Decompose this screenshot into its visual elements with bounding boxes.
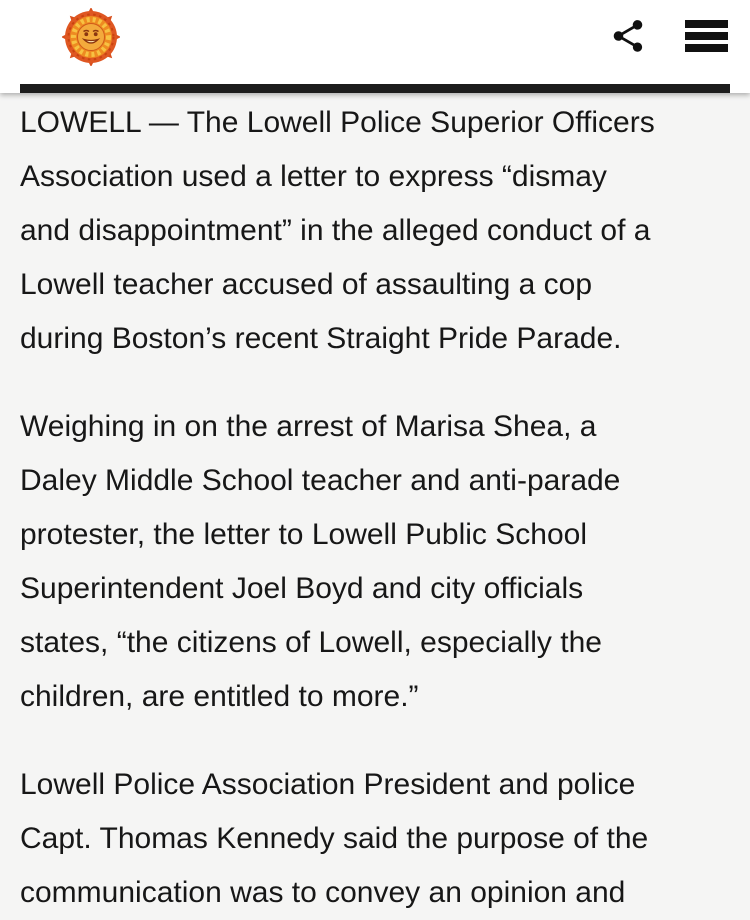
text-line: during Boston’s recent Straight Pride Parade. <box>20 322 622 355</box>
reading-progress-bar <box>20 84 730 93</box>
text-line: and disappointment” in the alleged conduct of a <box>20 214 651 247</box>
share-icon <box>609 17 647 55</box>
text-line: Lowell Police Association President and police <box>20 768 636 801</box>
text-line: states, “the citizens of Lowell, especially the <box>20 626 602 659</box>
text-line: protester, the letter to Lowell Public School <box>20 518 587 551</box>
sun-logo-icon <box>62 8 120 66</box>
text-line: children, are entitled to more.” <box>20 680 419 713</box>
text-line: Weighing in on the arrest of Marisa Shea, a <box>20 410 597 443</box>
text-line: communication was to convey an opinion and <box>20 876 626 909</box>
text-line: Daley Middle School teacher and anti-parade <box>20 464 621 497</box>
header-actions <box>609 0 728 72</box>
menu-button[interactable] <box>685 20 728 52</box>
article-paragraph <box>20 758 730 920</box>
text-line: Association used a letter to express “dismay <box>20 160 607 193</box>
site-header <box>0 0 750 93</box>
lowell-sun-logo[interactable] <box>62 8 120 66</box>
share-button[interactable] <box>609 17 647 55</box>
text-line: LOWELL — The Lowell Police Superior Officers <box>20 106 655 139</box>
article-paragraph <box>20 400 730 724</box>
text-line: Lowell teacher accused of assaulting a cop <box>20 268 593 301</box>
article-paragraph <box>20 96 730 366</box>
hamburger-menu-icon <box>685 20 728 52</box>
text-line: Superintendent Joel Boyd and city officials <box>20 572 584 605</box>
text-line: Capt. Thomas Kennedy said the purpose of the <box>20 822 649 855</box>
article-body <box>0 93 750 920</box>
